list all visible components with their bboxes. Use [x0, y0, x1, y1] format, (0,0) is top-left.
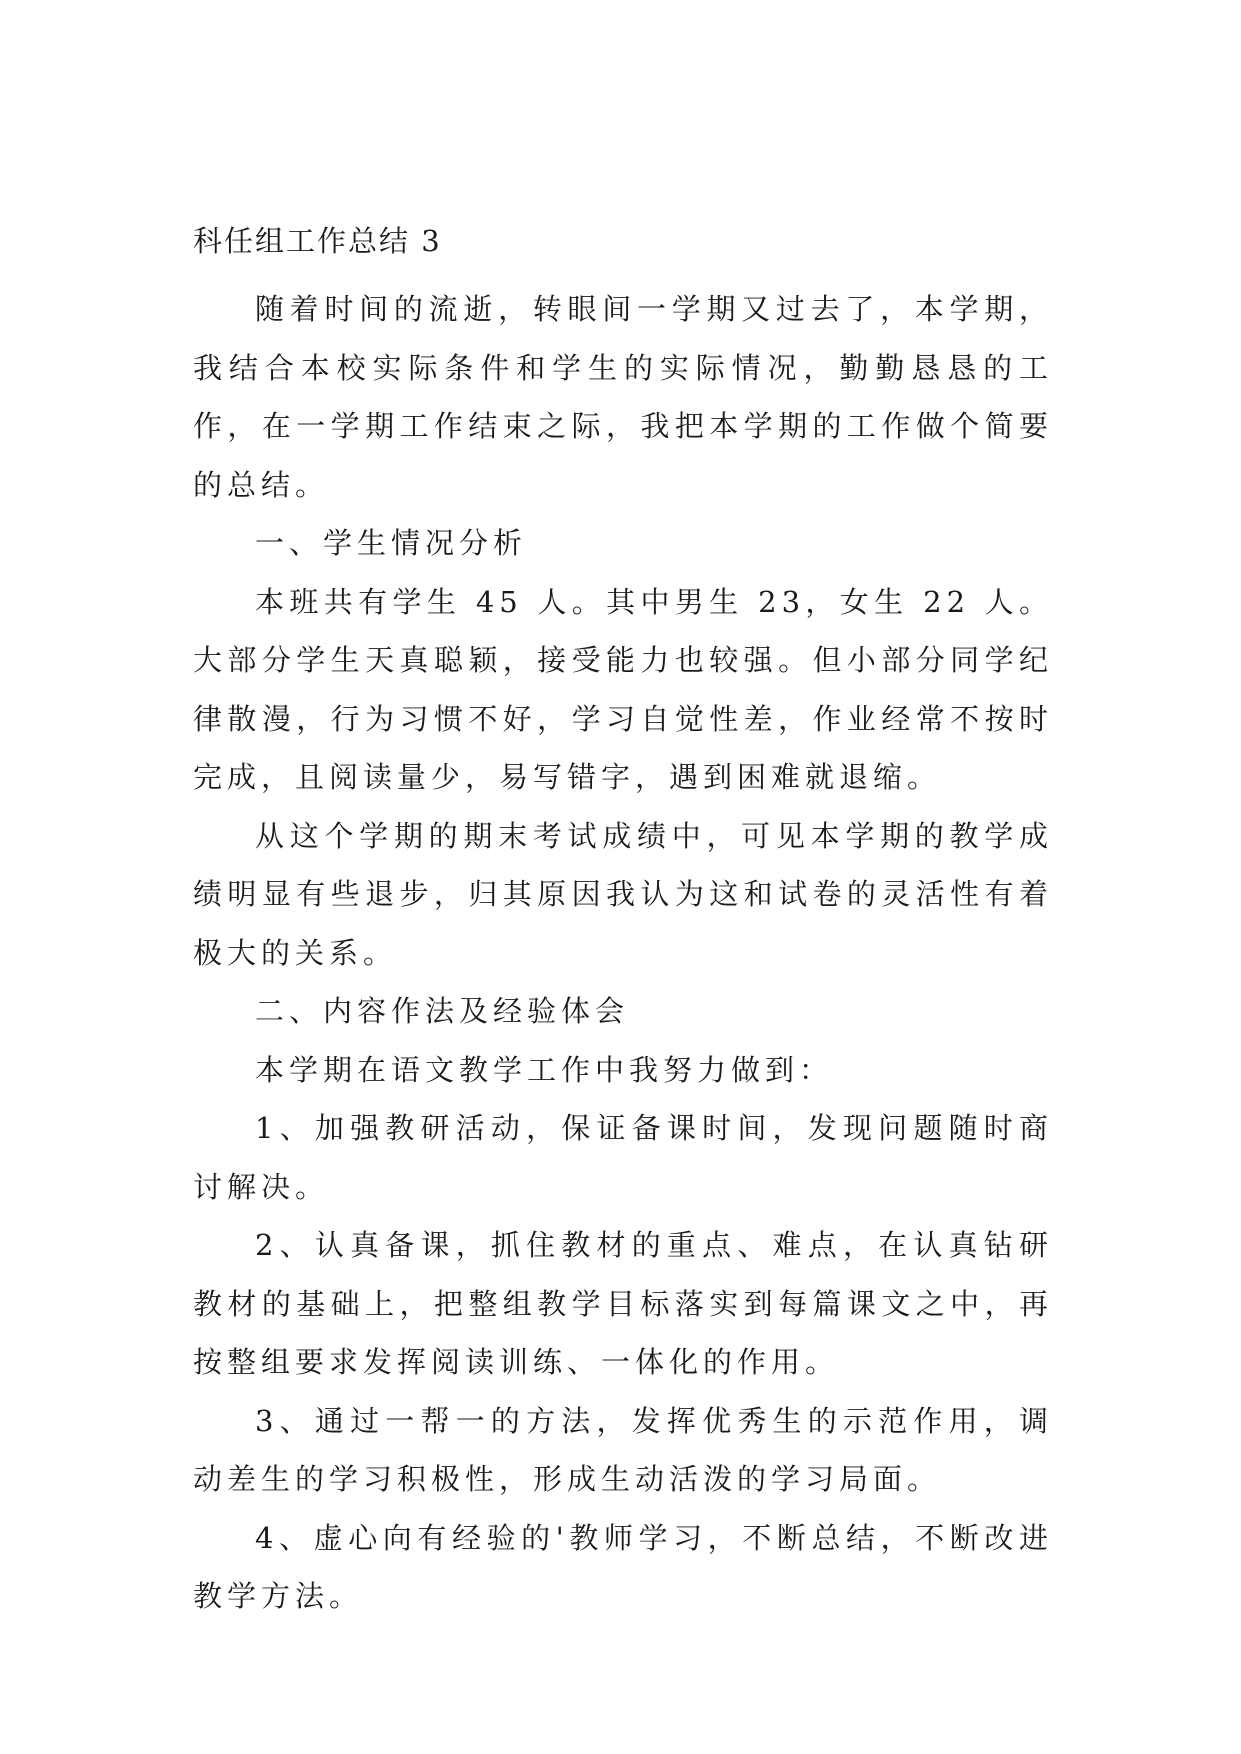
- efforts-intro-paragraph: 本学期在语文教学工作中我努力做到：: [255, 1052, 834, 1087]
- list-item-1: 1、加强教研活动，保证备课时间，发现问题随时商讨解决。: [193, 1111, 1053, 1204]
- list-item-2: 2、认真备课，抓住教材的重点、难点，在认真钻研教材的基础上，把整组教学目标落实到每篇课文之中，再按整组要求发挥阅读训练、一体化的作用。: [193, 1228, 1053, 1379]
- document-title: 科任组工作总结 3: [193, 224, 442, 258]
- intro-paragraph: 随着时间的流逝，转眼间一学期又过去了，本学期，我结合本校实际条件和学生的实际情况，勤勤恳恳的工作，在一学期工作结束之际，我把本学期的工作做个简要的总结。: [193, 292, 1053, 502]
- document-page: [193, 222, 1053, 1626]
- list-item-4: 4、虚心向有经验的'教师学习，不断总结，不断改进教学方法。: [193, 1520, 1053, 1613]
- section-heading-1: 一、学生情况分析: [255, 526, 528, 560]
- student-analysis-paragraph: 本班共有学生 45 人。其中男生 23，女生 22 人。大部分学生天真聪颖，接受能力也较强。但小部分同学纪律散漫，行为习惯不好，学习自觉性差，作业经常不按时完成，且阅读量少，易写错字，遇到困难就退缩。: [193, 584, 1053, 794]
- list-item-3: 3、通过一帮一的方法，发挥优秀生的示范作用，调动差生的学习积极性，形成生动活泼的学习局面。: [193, 1403, 1053, 1496]
- section-heading-2: 二、内容作法及经验体会: [255, 994, 630, 1028]
- exam-results-paragraph: 从这个学期的期末考试成绩中，可见本学期的教学成绩明显有些退步，归其原因我认为这和试卷的灵活性有着极大的关系。: [193, 818, 1053, 970]
